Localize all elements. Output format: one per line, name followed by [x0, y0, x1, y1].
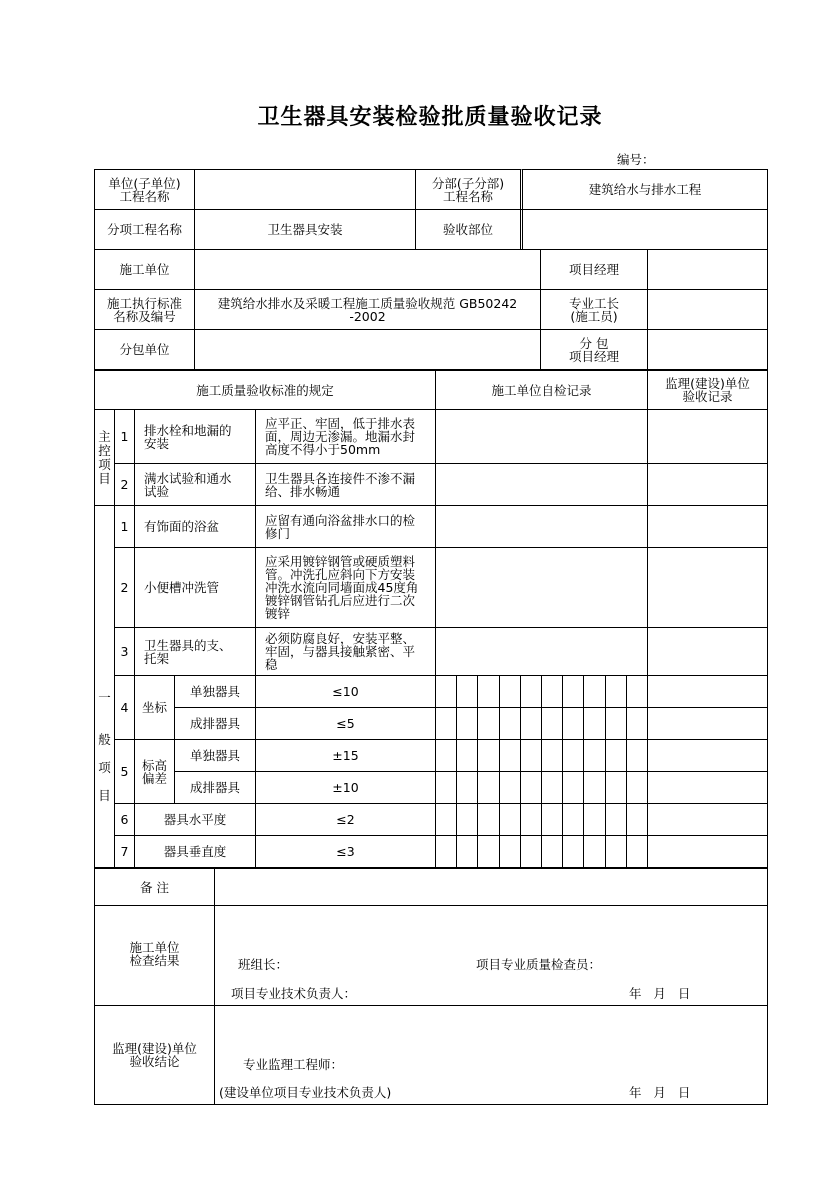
- main-item-supervisor[interactable]: [647, 409, 768, 464]
- level-tolerance: ≤2: [255, 803, 436, 836]
- general-item-no: 2: [114, 547, 135, 628]
- measurement-cell[interactable]: [520, 771, 542, 804]
- measurement-cell[interactable]: [626, 739, 648, 772]
- level-name: 器具水平度: [134, 803, 256, 836]
- sub-pm-label: 分 包 项目经理: [540, 329, 648, 370]
- measurement-cell[interactable]: [435, 675, 457, 708]
- measurement-cell[interactable]: [435, 707, 457, 740]
- measurement-cell[interactable]: [520, 675, 542, 708]
- general-item-self-check[interactable]: [435, 627, 648, 676]
- measurement-cell[interactable]: [541, 707, 563, 740]
- division-label: 分部(子分部) 工程名称: [415, 169, 521, 210]
- measurement-cell[interactable]: [626, 771, 648, 804]
- coord-no: 4: [114, 675, 135, 740]
- measurement-cell[interactable]: [477, 739, 500, 772]
- general-item-supervisor[interactable]: [647, 547, 768, 628]
- quality-inspector-label: 项目专业质量检查员：: [476, 957, 602, 972]
- unit-name-label: 单位(子单位) 工程名称: [94, 169, 195, 210]
- general-item-supervisor[interactable]: [647, 505, 768, 548]
- measurement-cell[interactable]: [456, 835, 478, 868]
- general-item-requirement: 应采用镀锌钢管或硬质塑料 管。冲洗孔应斜向下方安装 冲洗水流向同墙面成45度角 镀锌钢管钻孔后应进行二次 镀锌: [255, 547, 436, 628]
- measurement-cell[interactable]: [605, 803, 627, 836]
- main-item-no: 2: [114, 463, 135, 506]
- general-item-self-check[interactable]: [435, 547, 648, 628]
- elev-name: 标高 偏差: [134, 739, 175, 804]
- supervisor-cell[interactable]: [647, 707, 768, 740]
- general-item-no: 1: [114, 505, 135, 548]
- main-item-requirement: 应平正、牢固，低于排水表 面，周边无渗漏。地漏水封 高度不得小于50mm: [255, 409, 436, 464]
- measurement-cell[interactable]: [435, 803, 457, 836]
- measurement-cell[interactable]: [605, 739, 627, 772]
- general-item-no: 3: [114, 627, 135, 676]
- plumb-no: 7: [114, 835, 135, 868]
- measurement-cell[interactable]: [583, 771, 606, 804]
- measurement-cell[interactable]: [541, 675, 563, 708]
- sub-pm-field[interactable]: [647, 329, 768, 370]
- part-field[interactable]: [520, 209, 768, 250]
- measurement-cell[interactable]: [626, 707, 648, 740]
- measurement-cell[interactable]: [435, 739, 457, 772]
- measurement-cell[interactable]: [477, 771, 500, 804]
- general-item-supervisor[interactable]: [647, 627, 768, 676]
- measurement-cell[interactable]: [499, 835, 521, 868]
- measurement-cell[interactable]: [541, 739, 563, 772]
- foreman-field[interactable]: [647, 289, 768, 330]
- measurement-cell[interactable]: [562, 771, 584, 804]
- tech-lead-label: 项目专业技术负责人：: [231, 986, 357, 1001]
- coord-sub: 成排器具: [174, 707, 256, 740]
- measurement-cell[interactable]: [583, 835, 606, 868]
- remarks-label: 备 注: [94, 867, 215, 906]
- measurement-cell[interactable]: [605, 771, 627, 804]
- supervisor-cell[interactable]: [647, 835, 768, 868]
- general-item-name: 有饰面的浴盆: [134, 505, 256, 548]
- measurement-cell[interactable]: [435, 771, 457, 804]
- measurement-cell[interactable]: [605, 707, 627, 740]
- measurement-cell[interactable]: [520, 707, 542, 740]
- measurement-cell[interactable]: [456, 771, 478, 804]
- contractor-field[interactable]: [194, 249, 541, 290]
- main-item-name: 排水栓和地漏的 安装: [134, 409, 256, 464]
- measurement-cell[interactable]: [477, 803, 500, 836]
- owner-lead-label: (建设单位项目专业技术负责人): [219, 1085, 392, 1100]
- supervising-engineer-label: 专业监理工程师：: [243, 1057, 344, 1072]
- pm-field[interactable]: [647, 249, 768, 290]
- measurement-cell[interactable]: [562, 675, 584, 708]
- measurement-cell[interactable]: [605, 675, 627, 708]
- coord-sub: 单独器具: [174, 675, 256, 708]
- contractor-date: 年 月 日: [629, 986, 691, 1001]
- standard-field[interactable]: 建筑给水排水及采暖工程施工质量验收规范 GB50242 -2002: [194, 289, 541, 330]
- measurement-cell[interactable]: [477, 675, 500, 708]
- main-item-self-check[interactable]: [435, 463, 648, 506]
- elev-no: 5: [114, 739, 135, 804]
- measurement-cell[interactable]: [520, 739, 542, 772]
- main-item-supervisor[interactable]: [647, 463, 768, 506]
- main-item-name: 满水试验和通水 试验: [134, 463, 256, 506]
- measurement-cell[interactable]: [583, 739, 606, 772]
- elev-tolerance: ±10: [255, 771, 436, 804]
- general-item-name: 小便槽冲洗管: [134, 547, 256, 628]
- supervisor-cell[interactable]: [647, 771, 768, 804]
- subcontractor-label: 分包单位: [94, 329, 195, 370]
- supervisor-cell[interactable]: [647, 675, 768, 708]
- col-standard-header: 施工质量验收标准的规定: [94, 369, 436, 410]
- measurement-cell[interactable]: [562, 835, 584, 868]
- supervisor-date: 年 月 日: [629, 1085, 691, 1100]
- supervisor-cell[interactable]: [647, 803, 768, 836]
- measurement-cell[interactable]: [456, 739, 478, 772]
- contractor-result-label: 施工单位 检查结果: [94, 905, 215, 1006]
- measurement-cell[interactable]: [456, 803, 478, 836]
- subitem-label: 分项工程名称: [94, 209, 195, 250]
- part-label: 验收部位: [415, 209, 521, 250]
- record-number-label: 编号：: [617, 152, 655, 167]
- coord-tolerance: ≤5: [255, 707, 436, 740]
- main-category-label: 主 控 项 目: [94, 409, 115, 506]
- measurement-cell[interactable]: [499, 707, 521, 740]
- general-item-requirement: 必须防腐良好，安装平整、 牢固，与器具接触紧密、平 稳: [255, 627, 436, 676]
- measurement-cell[interactable]: [541, 835, 563, 868]
- main-item-requirement: 卫生器具各连接件不渗不漏 给、排水畅通: [255, 463, 436, 506]
- measurement-cell[interactable]: [499, 803, 521, 836]
- team-leader-label: 班组长：: [238, 957, 289, 972]
- measurement-cell[interactable]: [605, 835, 627, 868]
- unit-name-field[interactable]: [194, 169, 416, 210]
- measurement-cell[interactable]: [499, 675, 521, 708]
- elev-sub: 单独器具: [174, 739, 256, 772]
- measurement-cell[interactable]: [541, 803, 563, 836]
- plumb-tolerance: ≤3: [255, 835, 436, 868]
- page-title: 卫生器具安装检验批质量验收记录: [257, 105, 603, 130]
- supervisor-result-label: 监理(建设)单位 验收结论: [94, 1005, 215, 1105]
- measurement-cell[interactable]: [520, 803, 542, 836]
- general-item-name: 卫生器具的支、 托架: [134, 627, 256, 676]
- col-supervisor-header: 监理(建设)单位 验收记录: [647, 369, 768, 410]
- measurement-cell[interactable]: [541, 771, 563, 804]
- col-self-check-header: 施工单位自检记录: [435, 369, 648, 410]
- measurement-cell[interactable]: [583, 707, 606, 740]
- measurement-cell[interactable]: [456, 675, 478, 708]
- level-no: 6: [114, 803, 135, 836]
- measurement-cell[interactable]: [499, 739, 521, 772]
- general-item-requirement: 应留有通向浴盆排水口的检 修门: [255, 505, 436, 548]
- general-category-label: 一 般 项 目: [94, 505, 115, 868]
- subitem-field[interactable]: 卫生器具安装: [194, 209, 416, 250]
- measurement-cell[interactable]: [562, 803, 584, 836]
- measurement-cell[interactable]: [435, 835, 457, 868]
- elev-tolerance: ±15: [255, 739, 436, 772]
- measurement-cell[interactable]: [456, 707, 478, 740]
- measurement-cell[interactable]: [477, 835, 500, 868]
- measurement-cell[interactable]: [626, 835, 648, 868]
- standard-label: 施工执行标准 名称及编号: [94, 289, 195, 330]
- remarks-field[interactable]: [214, 867, 768, 906]
- coord-name: 坐标: [134, 675, 175, 740]
- coord-tolerance: ≤10: [255, 675, 436, 708]
- supervisor-cell[interactable]: [647, 739, 768, 772]
- division-field[interactable]: 建筑给水与排水工程: [520, 169, 768, 210]
- measurement-cell[interactable]: [477, 707, 500, 740]
- general-item-self-check[interactable]: [435, 505, 648, 548]
- pm-label: 项目经理: [540, 249, 648, 290]
- measurement-cell[interactable]: [520, 835, 542, 868]
- measurement-cell[interactable]: [499, 771, 521, 804]
- contractor-label: 施工单位: [94, 249, 195, 290]
- subcontractor-field[interactable]: [194, 329, 541, 370]
- measurement-cell[interactable]: [562, 739, 584, 772]
- measurement-cell[interactable]: [583, 675, 606, 708]
- foreman-label: 专业工长 (施工员): [540, 289, 648, 330]
- measurement-cell[interactable]: [583, 803, 606, 836]
- measurement-cell[interactable]: [626, 675, 648, 708]
- measurement-cell[interactable]: [626, 803, 648, 836]
- measurement-cell[interactable]: [562, 707, 584, 740]
- main-item-no: 1: [114, 409, 135, 464]
- main-item-self-check[interactable]: [435, 409, 648, 464]
- elev-sub: 成排器具: [174, 771, 256, 804]
- plumb-name: 器具垂直度: [134, 835, 256, 868]
